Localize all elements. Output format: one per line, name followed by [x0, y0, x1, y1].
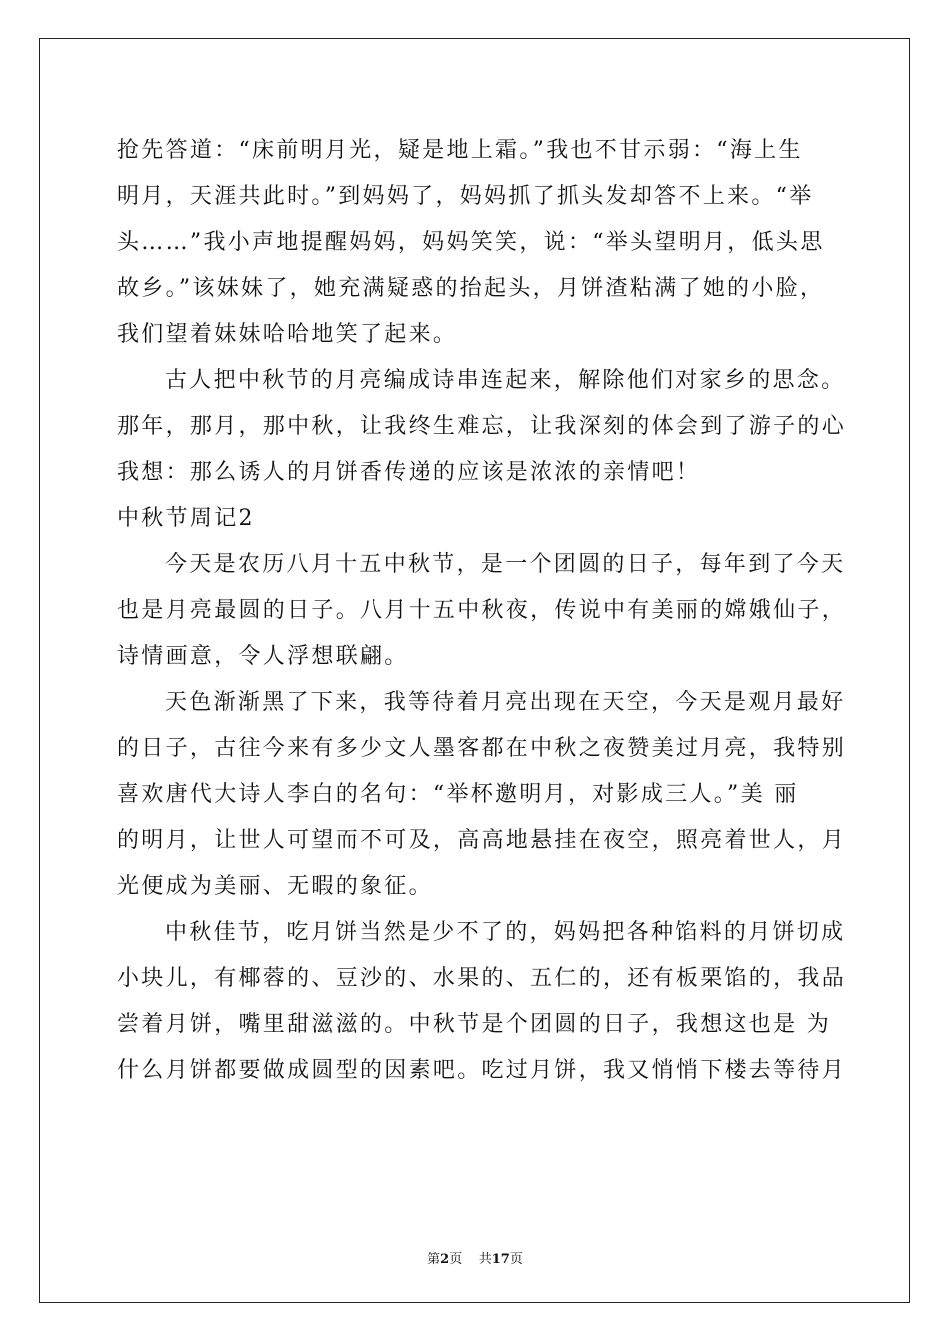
text-line: 天色渐渐黑了下来，我等待着月亮出现在天空，今天是观月最好 — [165, 690, 846, 715]
text-line: 小块儿，有椰蓉的、豆沙的、水果的、五仁的，还有板栗馅的，我品 — [117, 966, 847, 991]
text-line: 抢先答道：“床前明月光，疑是地上霜。”我也不甘示弱：“海上生 — [117, 138, 803, 163]
text-line: 古人把中秋节的月亮编成诗串连起来，解除他们对家乡的思念。 — [165, 368, 846, 393]
page-prefix: 第 — [427, 1252, 441, 1267]
text-line: 的明月，让世人可望而不可及，高高地悬挂在夜空，照亮着世人，月 — [117, 828, 847, 853]
text-line: 尝着月饼，嘴里甜滋滋的。中秋节是个团圆的日子，我想这也是 为 — [117, 1012, 831, 1037]
text-line: 中秋佳节，吃月饼当然是少不了的，妈妈把各种馅料的月饼切成 — [165, 920, 846, 945]
document-body — [117, 128, 847, 1094]
page-footer — [0, 1248, 950, 1267]
text-line: 光便成为美丽、无暇的象征。 — [117, 874, 433, 899]
text-line: 明月，天涯共此时。”到妈妈了，妈妈抓了抓头发却答不上来。“举 — [117, 184, 814, 209]
text-line: 中秋节周记2 — [117, 506, 255, 531]
text-line: 我们望着妹妹哈哈地笑了起来。 — [117, 322, 458, 347]
text-line: 也是月亮最圆的日子。八月十五中秋夜，传说中有美丽的嫦娥仙子， — [117, 598, 847, 623]
text-line: 那年，那月，那中秋，让我终生难忘，让我深刻的体会到了游子的心 — [117, 414, 847, 439]
text-line: 今天是农历八月十五中秋节，是一个团圆的日子，每年到了今天 — [165, 552, 846, 577]
total-prefix: 共 — [478, 1252, 492, 1267]
text-line: 我想：那么诱人的月饼香传递的应该是浓浓的亲情吧！ — [117, 460, 701, 485]
page-current: 2 — [440, 1252, 450, 1267]
text-line: 喜欢唐代大诗人李白的名句：“举杯邀明月，对影成三人。”美 丽 — [117, 782, 799, 807]
page-suffix: 页 — [449, 1252, 463, 1267]
text-line: 什么月饼都要做成圆型的因素吧。吃过月饼，我又悄悄下楼去等待月 — [117, 1058, 847, 1083]
page-total: 17 — [491, 1252, 510, 1267]
text-line: 诗情画意，令人浮想联翩。 — [117, 644, 409, 669]
text-line: 头……”我小声地提醒妈妈，妈妈笑笑，说：“举头望明月，低头思 — [117, 230, 825, 255]
total-suffix: 页 — [509, 1252, 523, 1267]
text-line: 故乡。”该妹妹了，她充满疑惑的抬起头，月饼渣粘满了她的小脸， — [117, 276, 825, 301]
text-line: 的日子，古往今来有多少文人墨客都在中秋之夜赞美过月亮，我特别 — [117, 736, 847, 761]
